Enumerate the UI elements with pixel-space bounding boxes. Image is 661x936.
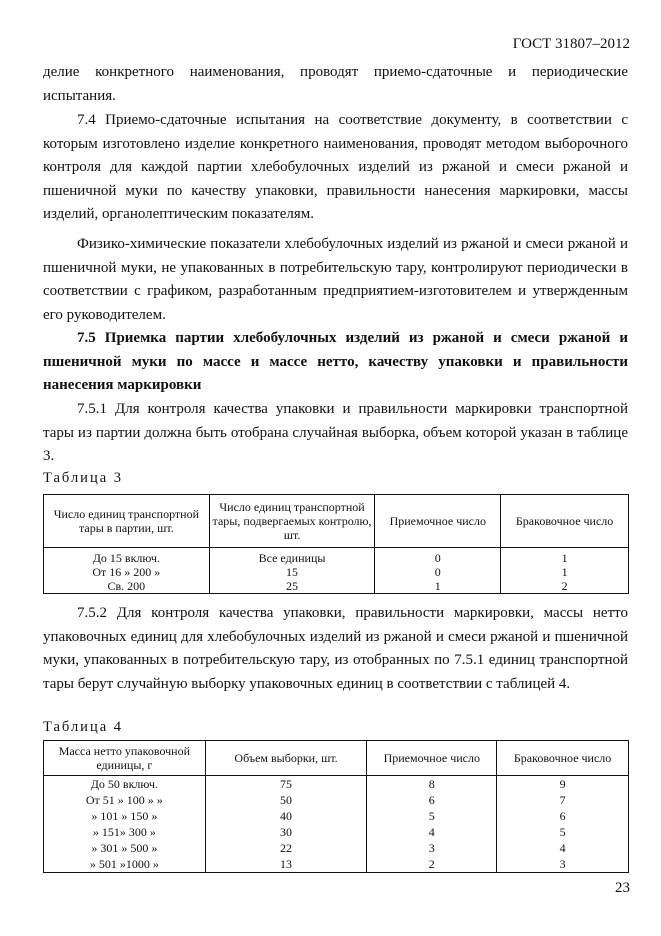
table-cell: » 101 » 150 » (44, 808, 206, 824)
table-row (44, 792, 629, 808)
table-row (44, 824, 629, 840)
table-cell: 5 (367, 808, 497, 824)
table-cell: » 501 »1000 » (44, 856, 206, 873)
table-cell: 1 (501, 565, 629, 579)
table-cell: 2 (501, 579, 629, 594)
table-row (44, 776, 629, 793)
page-number: 23 (615, 880, 630, 896)
table-cell: 22 (205, 840, 367, 856)
paragraph-7-5-1: 7.5.1 Для контроля качества упаковки и правильности маркировки транспортной тары из партии должна быть отобрана случайная выборка, объем которой указан в таблице 3. (43, 401, 628, 464)
section-heading-7-5: 7.5 Приемка партии хлебобулочных изделий из ржаной и смеси ржаной и пшеничной муки по массе и массе нетто, качеству упаковки и правильности нанесения маркировки (43, 330, 628, 393)
table-cell: 5 (497, 824, 629, 840)
table-row (44, 840, 629, 856)
table-cell: 75 (205, 776, 367, 793)
table-cell: До 50 включ. (44, 776, 206, 793)
table-cell: 2 (367, 856, 497, 873)
table-cell: 50 (205, 792, 367, 808)
table-header-cell: Приемочное число (375, 495, 501, 548)
table-cell: 25 (209, 579, 375, 594)
paragraph-7-5-2: 7.5.2 Для контроля качества упаковки, правильности маркировки, массы нетто упаковочных единиц для хлебобулочных изделий из ржаной и смеси ржаной и пшеничной муки, упакованных в потребительскую тару, из отобранных по 7.5.1 единиц транспортной тары берут случайную выборку упаковочных единиц в соответствии с таблицей 4. (43, 605, 628, 692)
table-cell: 0 (375, 548, 501, 566)
table-cell: 8 (367, 776, 497, 793)
table-cell: 1 (501, 548, 629, 566)
table-4 (43, 740, 629, 873)
table-header-row (44, 741, 629, 776)
table-header-cell: Приемочное число (367, 741, 497, 776)
table-header-row (44, 495, 629, 548)
table-cell: 6 (497, 808, 629, 824)
table-cell: 7 (497, 792, 629, 808)
paragraph-continuation: делие конкретного наименования, проводят приемо-сдаточные и периодические испытания. (43, 64, 628, 104)
table-cell: 15 (209, 565, 375, 579)
document-standard-number: ГОСТ 31807–2012 (512, 36, 630, 52)
table-cell: 4 (497, 840, 629, 856)
table-cell: » 151» 300 » (44, 824, 206, 840)
table-cell: 13 (205, 856, 367, 873)
table-header-cell: Число единиц транспортной тары, подвергаемых контролю, шт. (209, 495, 375, 548)
table-header-cell: Объем выборки, шт. (205, 741, 367, 776)
table-cell: Все единицы (209, 548, 375, 566)
table-3 (43, 494, 629, 594)
paragraph-7-4: 7.4 Приемо-сдаточные испытания на соответствие документу, в соответствии с которым изготовлено изделие конкретного наименования, проводят методом выборочного контроля для каждой партии хлебобулочных изделий из ржаной и смеси ржаной и пшеничной муки по качеству упаковки, правильности нанесения маркировки, массы изделий, органолептическим показателям. (43, 112, 628, 222)
table4-caption: Таблица 4 (43, 719, 124, 735)
table-cell: 6 (367, 792, 497, 808)
table-cell: 3 (497, 856, 629, 873)
table-cell: Св. 200 (44, 579, 210, 594)
table-header-cell: Браковочное число (497, 741, 629, 776)
table-row (44, 808, 629, 824)
table-row (44, 579, 629, 594)
table-cell: 30 (205, 824, 367, 840)
table-row (44, 565, 629, 579)
table-cell: 0 (375, 565, 501, 579)
table3-caption: Таблица 3 (43, 470, 124, 486)
table-header-cell: Браковочное число (501, 495, 629, 548)
table-cell: 3 (367, 840, 497, 856)
table-cell: 9 (497, 776, 629, 793)
table-header-cell: Число единиц транспортной тары в партии, шт. (44, 495, 210, 548)
table-row (44, 856, 629, 873)
table-row (44, 548, 629, 566)
table-cell: 4 (367, 824, 497, 840)
table-cell: До 15 включ. (44, 548, 210, 566)
table-cell: От 51 » 100 » » (44, 792, 206, 808)
table-cell: От 16 » 200 » (44, 565, 210, 579)
table-cell: 1 (375, 579, 501, 594)
table-cell: » 301 » 500 » (44, 840, 206, 856)
table-header-cell: Масса нетто упаковочной единицы, г (44, 741, 206, 776)
paragraph-physico-chemical: Физико-химические показатели хлебобулочных изделий из ржаной и смеси ржаной и пшеничной муки, не упакованных в потребительскую тару, контролируют периодически в соответствии с графиком, разработанным предприятием-изготовителем и утвержденным его руководителем. (43, 236, 628, 323)
table-cell: 40 (205, 808, 367, 824)
